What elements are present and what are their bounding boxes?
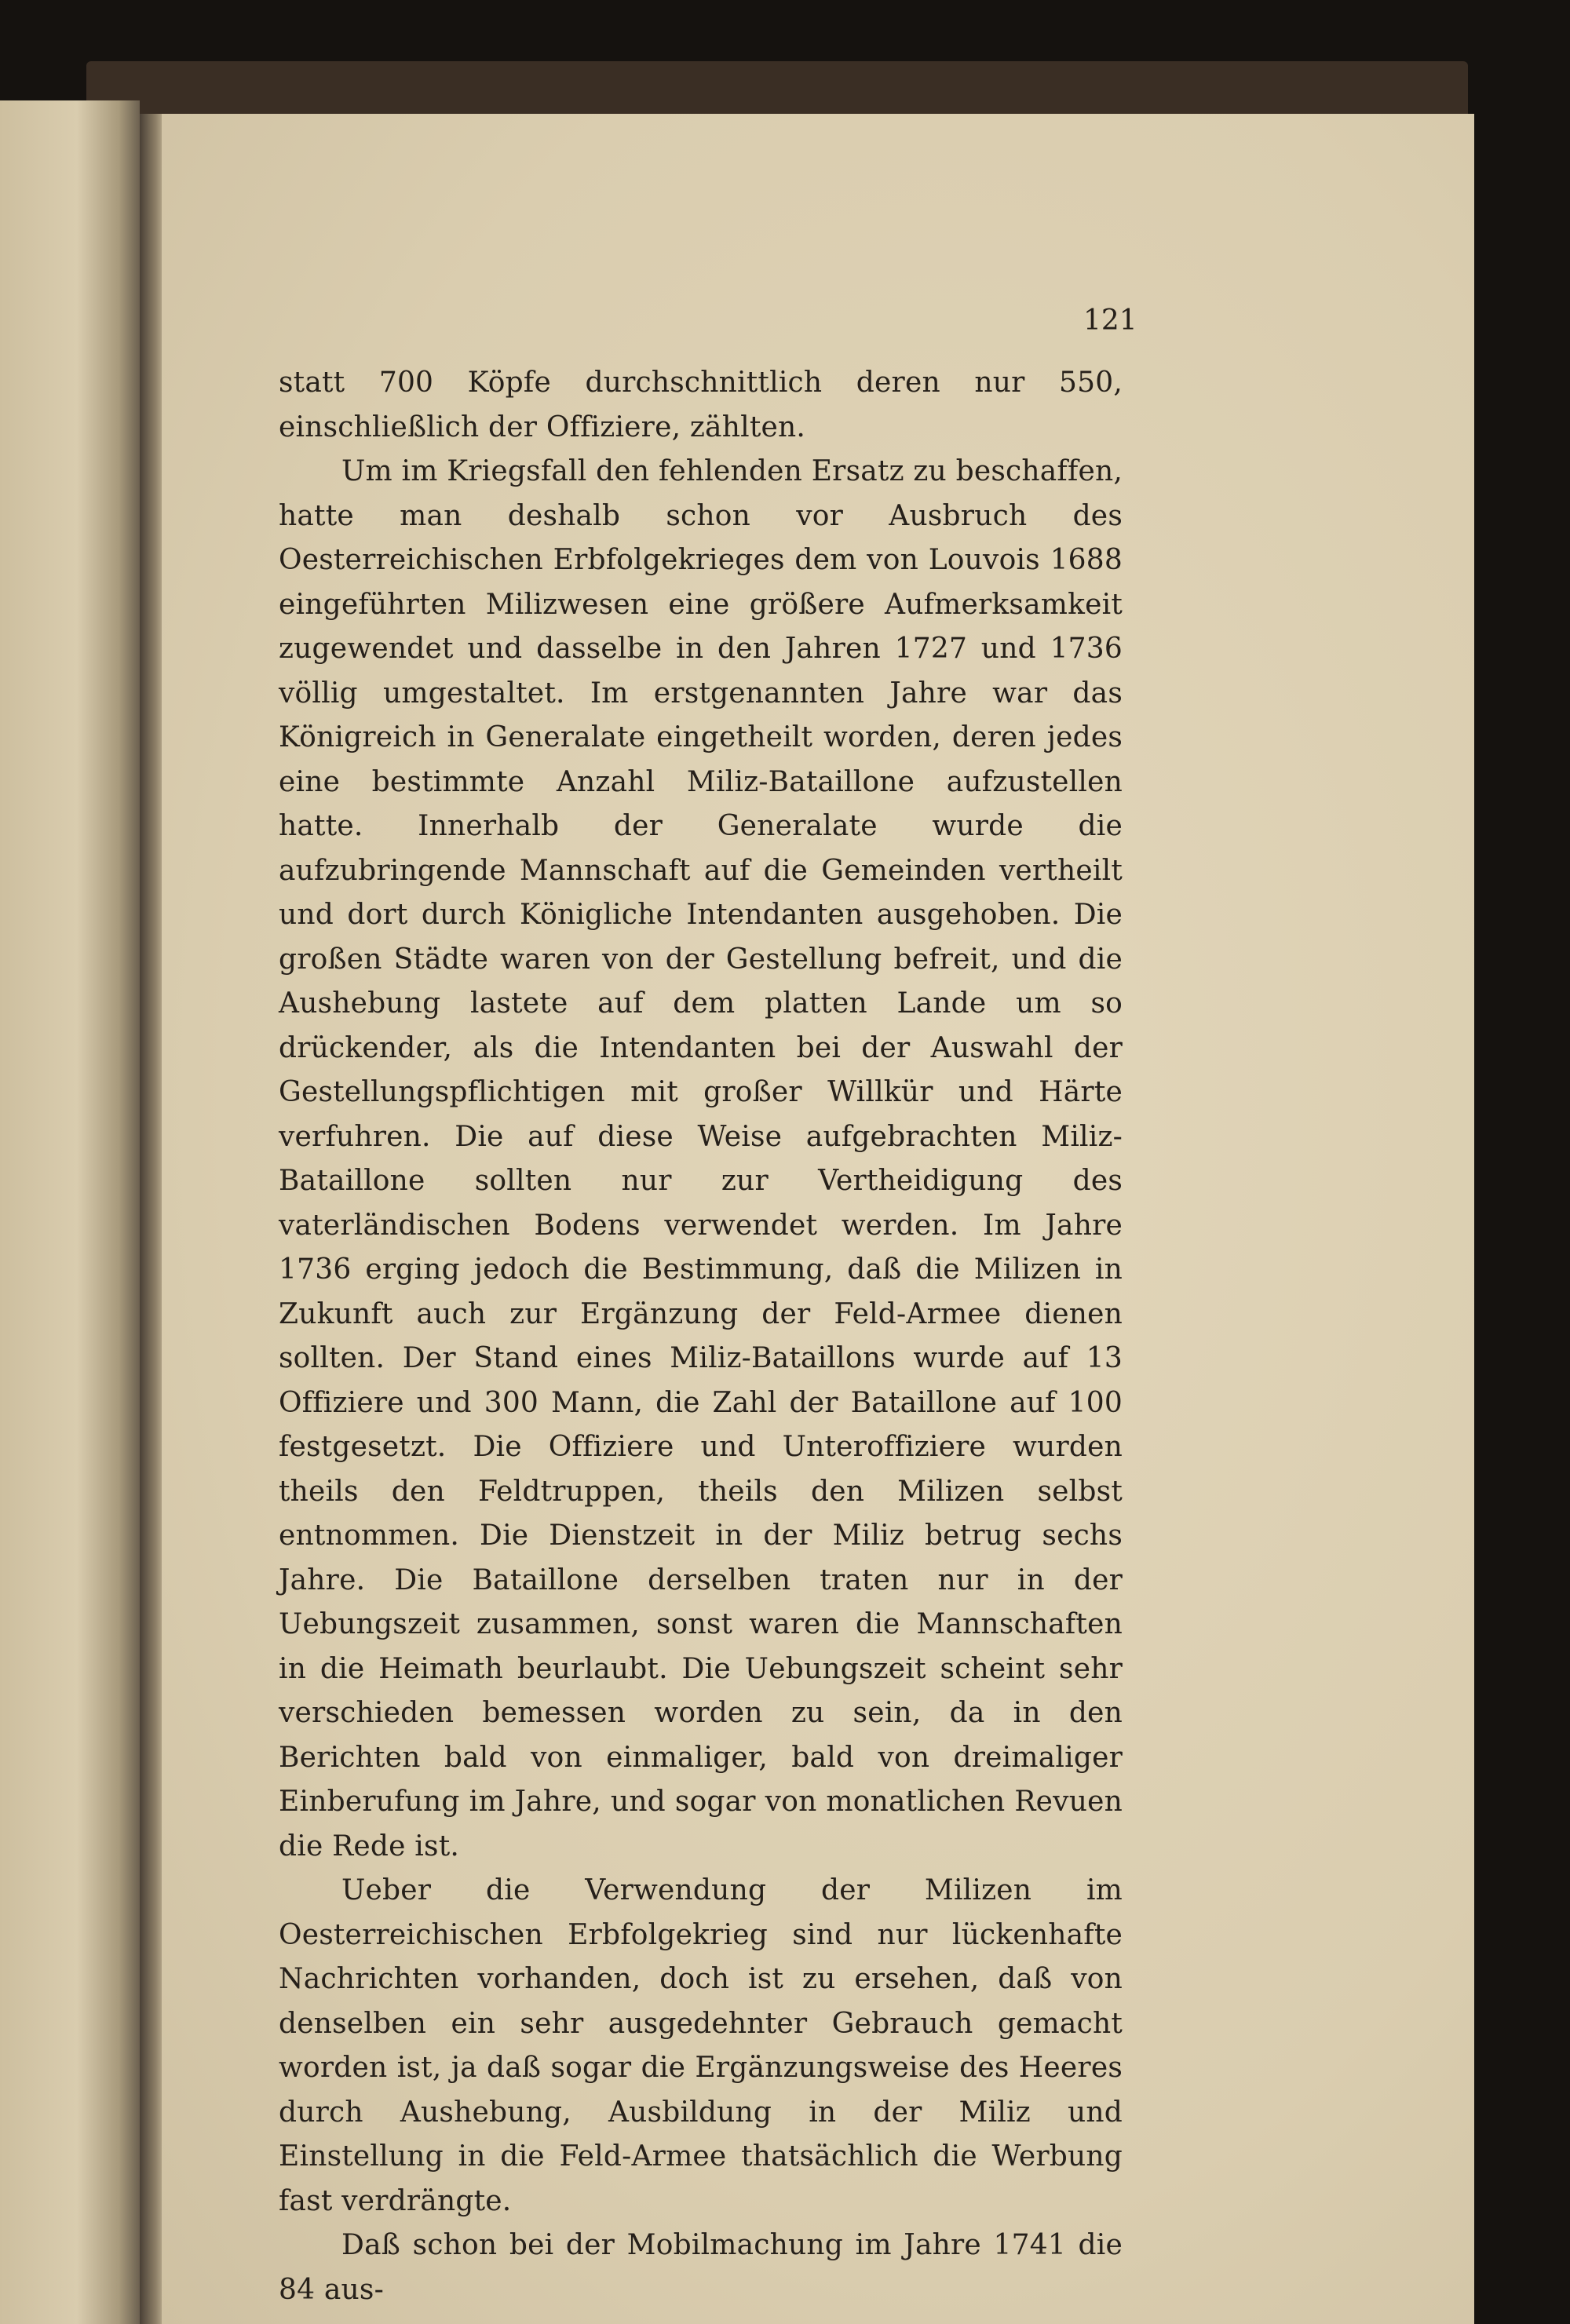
page-number: 121 xyxy=(1083,305,1137,337)
body-text xyxy=(279,361,1123,2312)
paragraph-continuation: statt 700 Köpfe durchschnittlich deren nur 550, einschließlich der Offiziere, zählten. xyxy=(279,367,1123,443)
facing-page-edge xyxy=(0,100,140,2324)
paragraph-mobilization: Daß schon bei der Mobilmachung im Jahre 1741 die 84 aus- xyxy=(279,2229,1123,2306)
paragraph-militia-reform: Um im Kriegsfall den fehlenden Ersatz zu beschaffen, hatte man deshalb schon vor Ausbruch des Oesterreichischen Erbfolgekrieges dem von Louvois 1688 eingeführten Milizwesen eine größere Aufmerksamkeit zugewendet und dasselbe in den Jahren 1727 und 1736 völlig umgestaltet. Im erstgenannten Jahre war das Königreich in Generalate eingetheilt worden, deren jedes eine bestimmte Anzahl Miliz-Bataillone aufzustellen hatte. Innerhalb der Generalate wurde die aufzubringende Mannschaft auf die Gemeinden vertheilt und dort durch Königliche Intendanten ausgehoben. Die großen Städte waren von der Gestellung befreit, und die Aushebung lastete auf dem platten Lande um so drückender, als die Intendanten bei der Auswahl der Gestellungspflichtigen mit großer Willkür und Härte verfuhren. Die auf diese Weise aufgebrachten Miliz-Bataillone sollten nur zur Vertheidigung des vaterländischen Bodens verwendet werden. Im Jahre 1736 erging jedoch die Bestimmung, daß die Milizen in Zukunft auch zur Ergänzung der Feld-Armee dienen sollten. Der Stand eines Miliz-Bataillons wurde auf 13 Offiziere und 300 Mann, die Zahl der Bataillone auf 100 festgesetzt. Die Offiziere und Unteroffiziere wurden theils den Feldtruppen, theils den Milizen selbst entnommen. Die Dienstzeit in der Miliz betrug sechs Jahre. Die Bataillone derselben traten nur in der Uebungszeit zusammen, sonst waren die Mannschaften in die Heimath beurlaubt. Die Uebungszeit scheint sehr verschieden bemessen worden zu sein, da in den Berichten bald von einmaliger, bald von dreimaliger Einberufung im Jahre, und sogar von monatlichen Revuen die Rede ist. xyxy=(279,455,1123,1862)
paragraph-militia-usage: Ueber die Verwendung der Milizen im Oesterreichischen Erbfolgekrieg sind nur lückenhafte Nachrichten vorhanden, doch ist zu ersehen, daß von denselben ein sehr ausgedehnter Gebrauch gemacht worden ist, ja daß sogar die Ergänzungsweise des Heeres durch Aushebung, Ausbildung in der Miliz und Einstellung in die Feld-Armee thatsächlich die Werbung fast verdrängte. xyxy=(279,1874,1123,2217)
